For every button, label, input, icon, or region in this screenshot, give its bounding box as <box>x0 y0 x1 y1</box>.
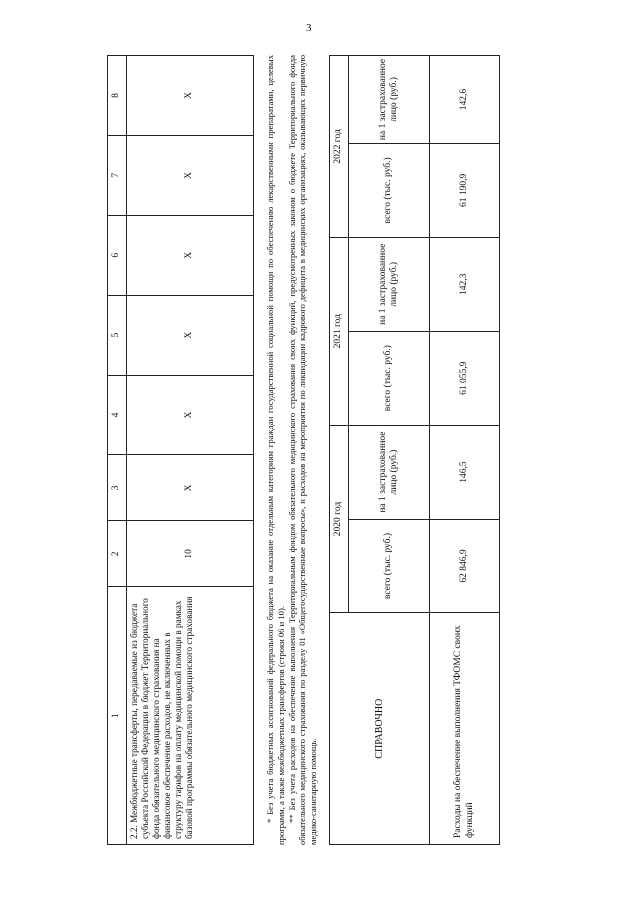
table-row <box>430 56 500 845</box>
footnote-1: * Без учета бюджетных ассигнований федерального бюджета на оказание отдельным категориям граждан государственной социальной помощи по обеспечению лекарственными препаратами, целевых программ, а также межбюджетных трансфертов (строки 06 и 10). <box>265 55 286 845</box>
col-header-4: 4 <box>108 375 127 455</box>
value-per-person-2022: 142,6 <box>430 56 500 144</box>
table-interbudget-transfers <box>107 55 254 845</box>
col-header-7: 7 <box>108 135 127 215</box>
col-header-3: 3 <box>108 455 127 521</box>
subheader-total-2021: всего (тыс. руб.) <box>349 331 430 425</box>
subheader-total-2020: всего (тыс. руб.) <box>349 519 430 613</box>
value-per-person-2020: 146,5 <box>430 425 500 519</box>
cell-col3: X <box>127 455 254 521</box>
row-description: 2.2. Межбюджетные трансферты, передаваемые из бюджета субъекта Российской Федерации в бюджет Территориального фонда обязательного медицинского страхования на финансовое обеспечение расходов, не включенных в структуру тарифов на оплату медицинской помощи в рамках базовой программы обязательного медицинского страхования <box>127 587 254 845</box>
value-per-person-2021: 142,3 <box>430 237 500 331</box>
rotated-content <box>107 55 492 845</box>
cell-col7: X <box>127 135 254 215</box>
row-line-number: 10 <box>127 521 254 587</box>
subheader-per-person-2021: на 1 застрахованное лицо (руб.) <box>349 237 430 331</box>
value-total-2021: 61 055,9 <box>430 331 500 425</box>
col-header-6: 6 <box>108 215 127 295</box>
table-row <box>127 56 254 845</box>
subheader-total-2022: всего (тыс. руб.) <box>349 143 430 237</box>
page-number: 3 <box>306 22 312 34</box>
footnote-2: ** Без учета расходов на обеспечение выполнения Территориальным фондом обязательного медицинского страхования своих функций, предусмотренных законом о бюджете Территориального фонда обязательного медицинского страхования по разделу 01 «Общегосударственные вопросы», и расходов на мероприятия по ликвидации кадрового дефицита в медицинских организациях, оказывающих первичную медико-санитарную помощь. <box>286 55 319 845</box>
row-label: Расходы на обеспечение выполнения ТФОМС своих функций <box>430 613 500 845</box>
reference-label: СПРАВОЧНО <box>330 613 430 845</box>
year-2022: 2022 год <box>330 56 349 238</box>
cell-col8: X <box>127 56 254 136</box>
cell-col6: X <box>127 215 254 295</box>
value-total-2020: 62 846,9 <box>430 519 500 613</box>
year-header-row <box>330 56 349 845</box>
col-header-1: 1 <box>108 587 127 845</box>
value-total-2022: 61 190,9 <box>430 143 500 237</box>
subheader-per-person-2020: на 1 застрахованное лицо (руб.) <box>349 425 430 519</box>
year-2020: 2020 год <box>330 425 349 613</box>
col-header-2: 2 <box>108 521 127 587</box>
cell-col4: X <box>127 375 254 455</box>
col-header-8: 8 <box>108 56 127 136</box>
col-header-5: 5 <box>108 295 127 375</box>
cell-col5: X <box>127 295 254 375</box>
footnotes <box>265 55 319 845</box>
subheader-per-person-2022: на 1 застрахованное лицо (руб.) <box>349 56 430 144</box>
table1-header-row <box>108 56 127 845</box>
year-2021: 2021 год <box>330 237 349 425</box>
table-reference <box>329 55 500 845</box>
